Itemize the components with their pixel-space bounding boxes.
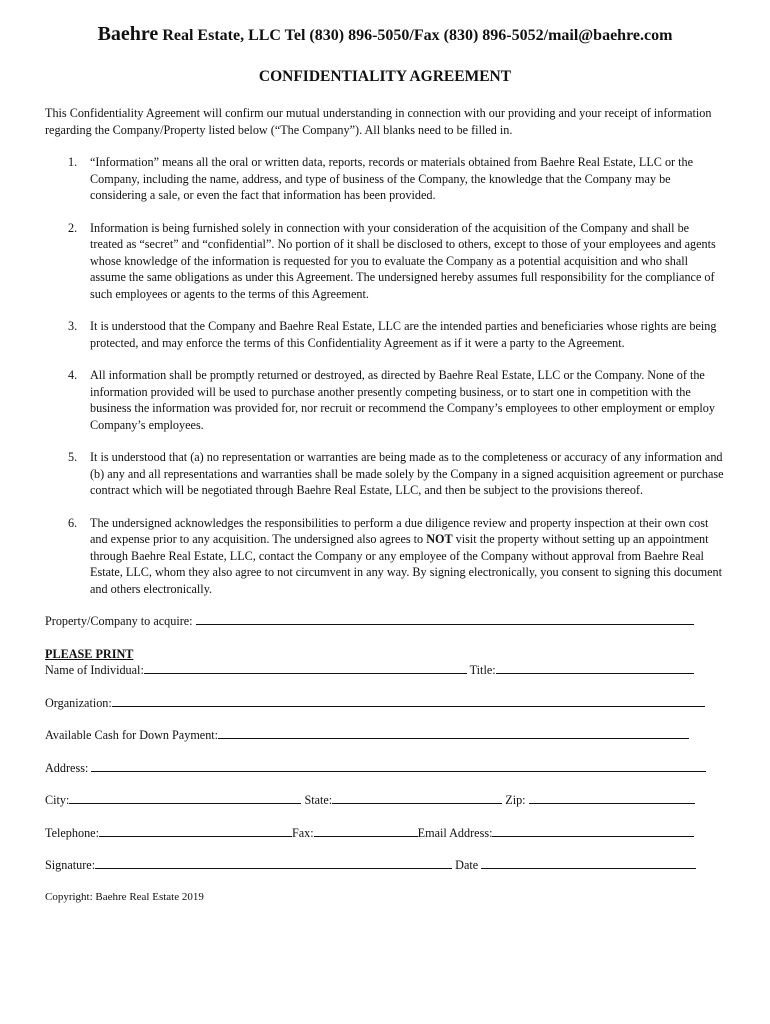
zip-input[interactable] bbox=[529, 792, 695, 804]
emphasis-not: NOT bbox=[426, 532, 453, 546]
signature-row bbox=[45, 857, 725, 874]
document-title: CONFIDENTIALITY AGREEMENT bbox=[258, 67, 512, 85]
address-row bbox=[45, 760, 725, 777]
email-label: Email Address: bbox=[417, 825, 493, 840]
city-input[interactable] bbox=[69, 792, 301, 804]
cash-input[interactable] bbox=[218, 727, 689, 739]
intro-paragraph: This Confidentiality Agreement will confirm our mutual understanding in connection with our providing and your receipt of information regarding the Company/Property listed below (“The Company”). All blanks need to be filled in. bbox=[45, 106, 712, 137]
clause-item bbox=[45, 318, 725, 351]
state-label: State: bbox=[304, 793, 333, 807]
clause-number: 1. bbox=[68, 155, 78, 169]
clause-text: “Information” means all the oral or written data, reports, records or materials obtained from Baehre Real Estate, LLC or the Company, including the name, address, and type of business of the Company, the knowledge that the Company may be considering a sale, or even the fact that information has been provided. bbox=[90, 155, 694, 202]
cash-row bbox=[45, 727, 725, 744]
clause-item bbox=[45, 515, 725, 598]
property-field bbox=[45, 613, 725, 630]
date-label: Date bbox=[455, 858, 479, 872]
title-input[interactable] bbox=[496, 662, 694, 674]
telephone-input[interactable] bbox=[99, 825, 292, 837]
property-input[interactable] bbox=[196, 613, 694, 625]
organization-input[interactable] bbox=[112, 695, 705, 707]
address-label: Address: bbox=[45, 760, 89, 775]
fax-input[interactable] bbox=[314, 825, 418, 837]
clause-text: Information is being furnished solely in connection with your consideration of the acquisition of the Company and shall be treated as “secret” and “confidential”. No portion of it shall be disclosed to others, except to those of your employees and agents whose knowledge of the information is requested for you to evaluate the Company as a potential acquisition and who shall assume the same obligations as under this Agreement. The undersigned hereby assumes full responsibility for the compliance of such employees or agents to the terms of this Agreement. bbox=[90, 220, 716, 301]
clause-number: 3. bbox=[68, 319, 78, 333]
title-label: Title: bbox=[469, 663, 496, 677]
copyright-notice: Copyright: Baehre Real Estate 2019 bbox=[45, 890, 204, 903]
clause-item bbox=[45, 154, 725, 204]
clause-number: 4. bbox=[68, 368, 78, 382]
clause-text bbox=[90, 515, 725, 598]
letterhead bbox=[45, 23, 725, 45]
property-label: Property/Company to acquire: bbox=[45, 614, 193, 628]
company-brand: Baehre bbox=[97, 23, 159, 45]
city-state-zip-row bbox=[45, 792, 725, 809]
clause-list bbox=[45, 154, 725, 597]
clause-number: 2. bbox=[68, 220, 78, 235]
organization-label: Organization: bbox=[45, 695, 112, 710]
clause-item bbox=[45, 449, 725, 499]
clause-text-part: visit the property without setting up an appointment through Baehre Real Estate, LLC, contact the Company or any employee of the Company without approval from Baehre Real Estate, LLC, whom they also agree to not circumvent in any way. By signing electronically, you consent to signing this document and others electronically. bbox=[90, 532, 723, 596]
clause-number: 5. bbox=[68, 450, 78, 464]
email-input[interactable] bbox=[492, 825, 694, 837]
clause-text: It is understood that the Company and Baehre Real Estate, LLC are the intended parties and beneficiaries whose rights are being protected, and may enforce the terms of this Confidentiality Agreement as if it were a party to the Agreement. bbox=[90, 319, 717, 350]
fax-label: Fax: bbox=[291, 825, 314, 840]
name-label: Name of Individual: bbox=[45, 663, 144, 677]
telephone-label: Telephone: bbox=[45, 825, 99, 840]
please-print-heading: PLEASE PRINT bbox=[45, 646, 134, 661]
clause-number: 6. bbox=[68, 515, 78, 530]
state-input[interactable] bbox=[332, 792, 502, 804]
date-input[interactable] bbox=[481, 857, 696, 869]
address-input[interactable] bbox=[91, 760, 706, 772]
city-label: City: bbox=[45, 793, 70, 807]
contact-row bbox=[45, 825, 725, 842]
zip-label: Zip: bbox=[505, 793, 526, 807]
signature-input[interactable] bbox=[95, 857, 452, 869]
clause-item bbox=[45, 220, 725, 303]
cash-label: Available Cash for Down Payment: bbox=[45, 728, 219, 742]
clause-text: All information shall be promptly returned or destroyed, as directed by Baehre Real Estate, LLC or the Company. None of the information provided will be used to purchase another presently competing business, or to start one in competition with the business the information was provided for, nor recruit or recommend the Company’s employees to other employment or employ Company’s employees. bbox=[90, 368, 715, 432]
company-contact: Real Estate, LLC Tel (830) 896-5050/Fax (830) 896-5052/mail@baehre.com bbox=[158, 27, 673, 44]
name-input[interactable] bbox=[144, 662, 467, 674]
clause-text: It is understood that (a) no representation or warranties are being made as to the completeness or accuracy of any information and (b) any and all representations and warranties shall be made solely by the Company in a signed acquisition agreement or purchase contract which will be negotiated through Baehre Real Estate, LLC, and then be subject to the provisions thereof. bbox=[90, 450, 724, 497]
clause-item bbox=[45, 367, 725, 433]
clause-text-part: The undersigned acknowledges the responsibilities to perform a due diligence review and property inspection at their own cost and expense prior to any acquisition. The undersigned also agrees to bbox=[90, 515, 709, 546]
signature-label: Signature: bbox=[45, 858, 96, 872]
name-title-row bbox=[45, 662, 725, 679]
organization-row bbox=[45, 695, 725, 712]
